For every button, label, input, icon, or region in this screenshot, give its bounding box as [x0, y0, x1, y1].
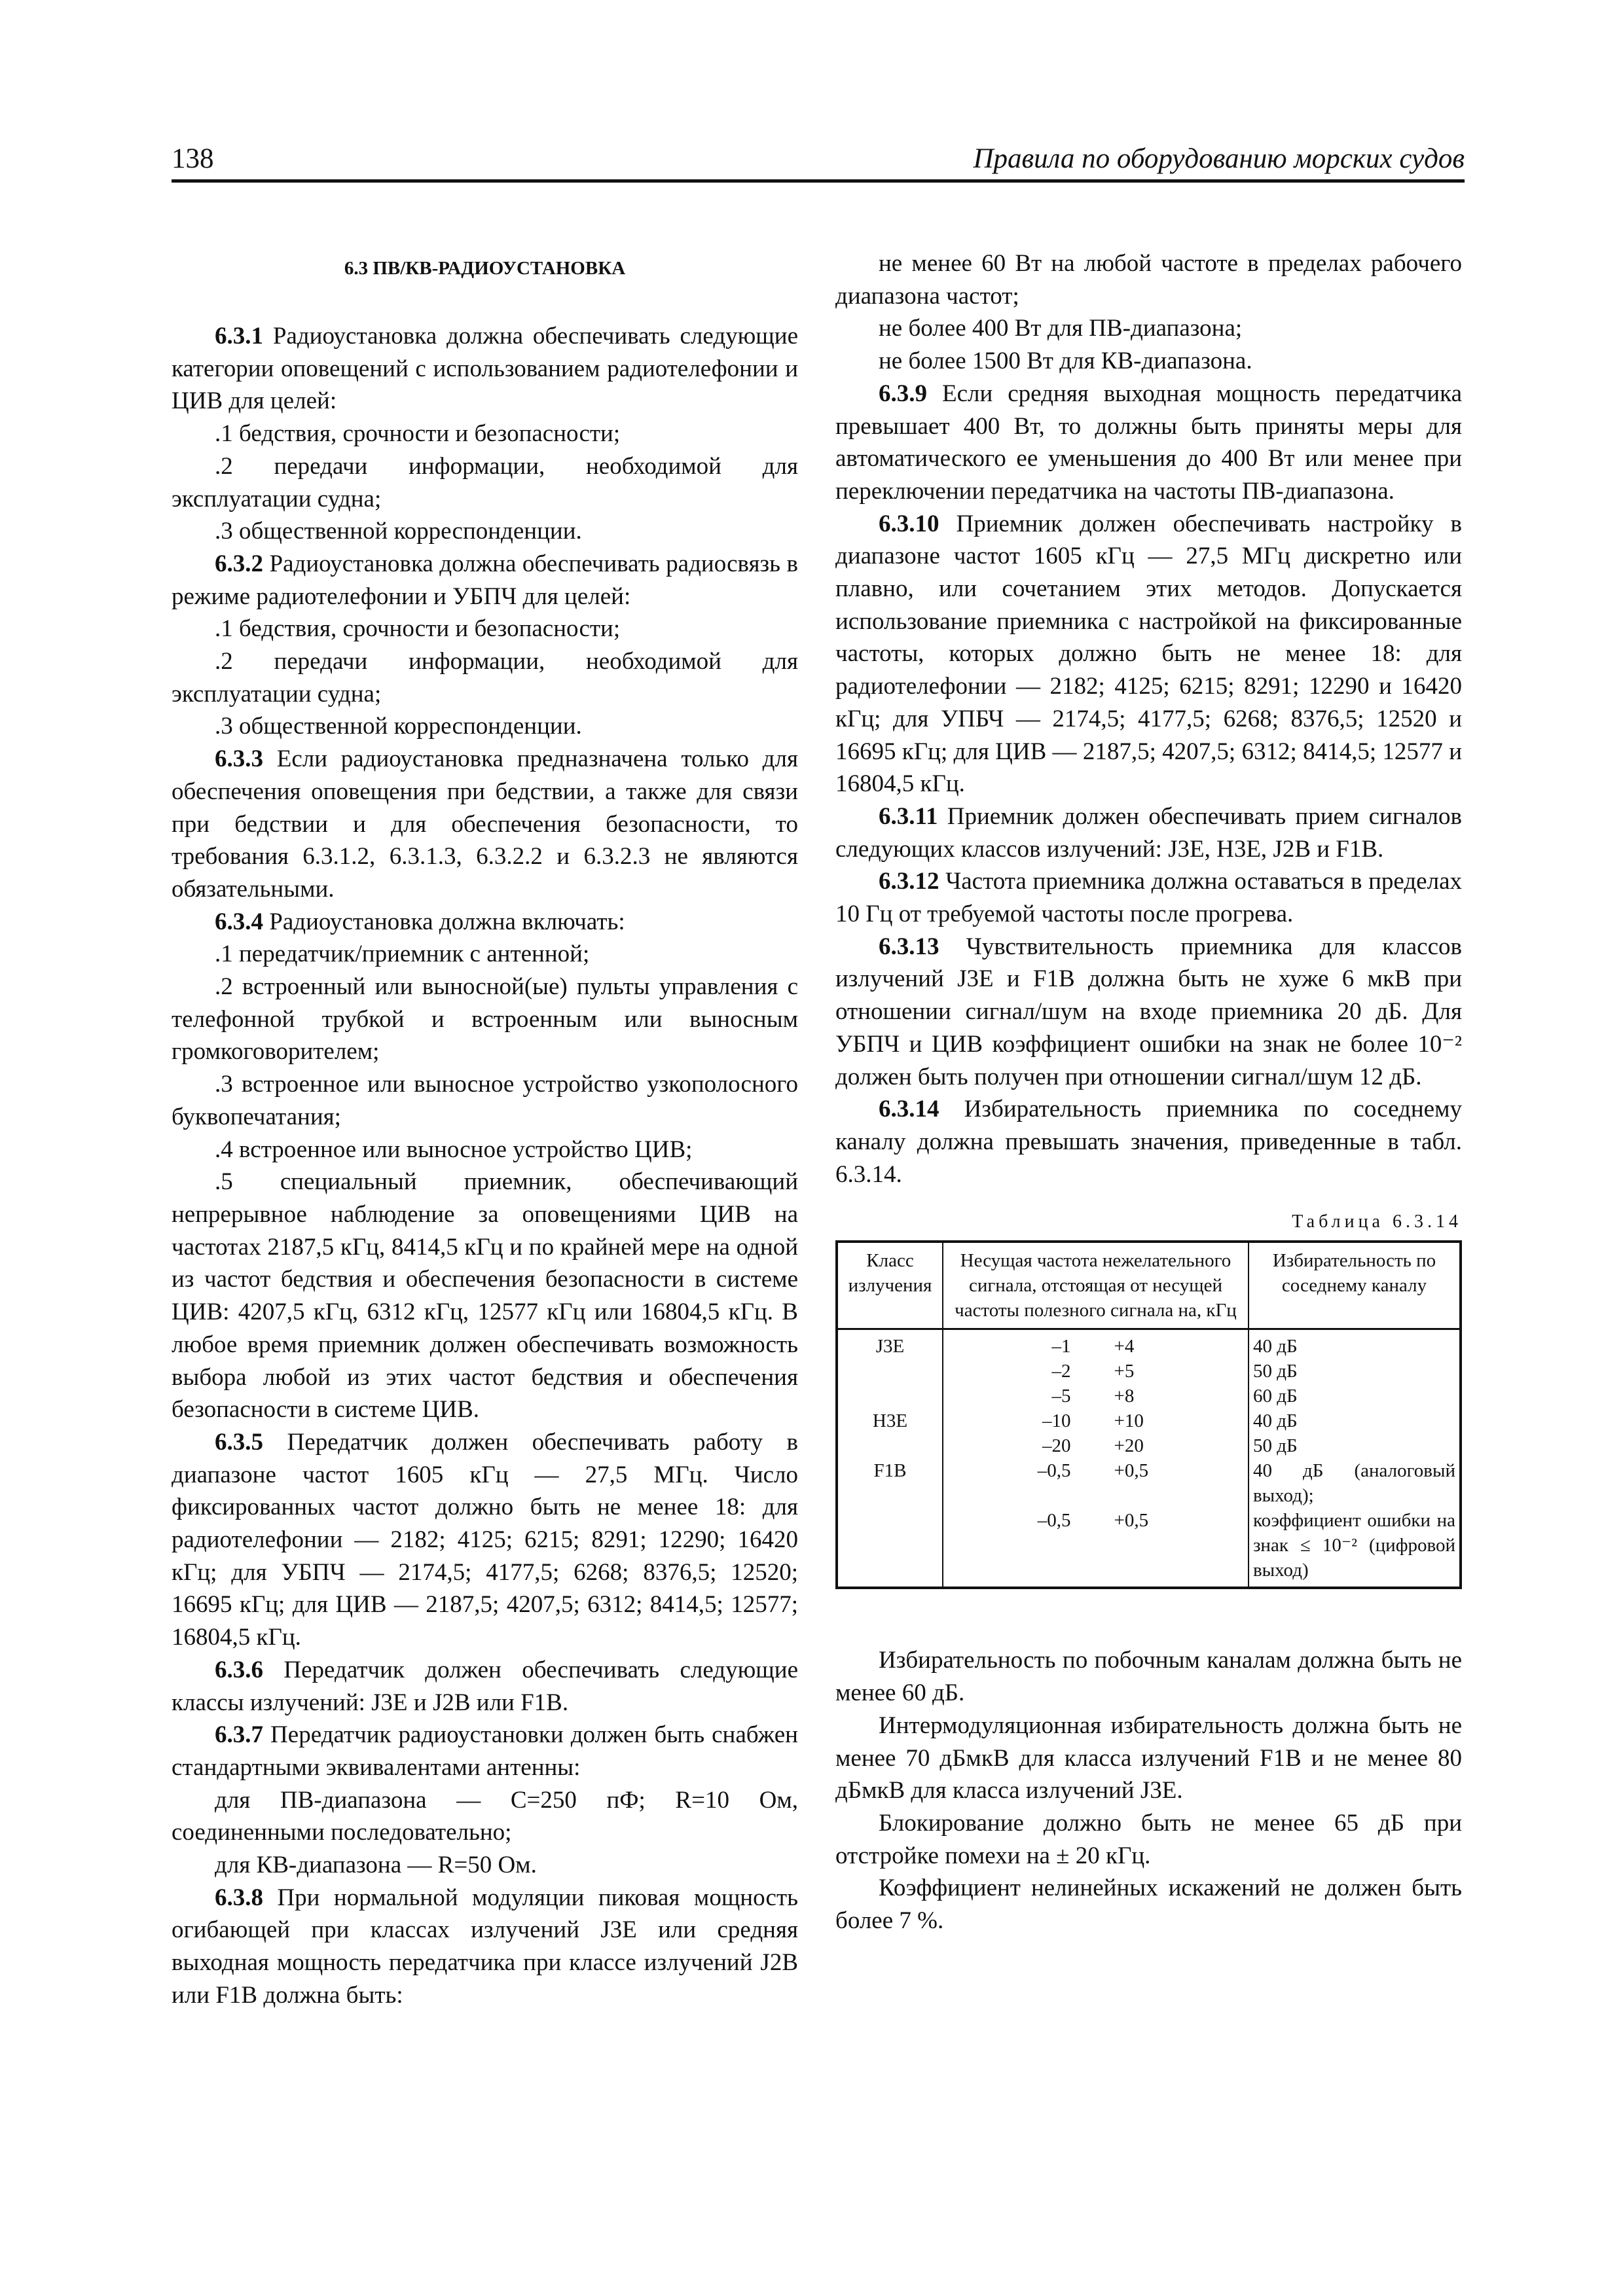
paragraph: .3 встроенное или выносное устройство узкополосного буквопечатания; — [172, 1071, 798, 1130]
left-column — [172, 247, 798, 2012]
paragraph: не более 400 Вт для ПВ-диапазона; — [879, 315, 1243, 342]
paragraph: 6.3.14 Избирательность приемника по соседнему каналу должна превышать значения, приведенные в табл. 6.3.14. — [835, 1096, 1462, 1188]
paragraph: 6.3.3 Если радиоустановка предназначена только для обеспечения оповещения при бедствии, а также для связи при бедствии и для обеспечения безопасности, то требования 6.3.1.2, 6.3.1.3, 6.3.2.2 и 6.3.2.3 не являются обязательными. — [172, 745, 798, 903]
table-caption: Таблица 6.3.14 — [1292, 1211, 1462, 1232]
paragraph: .3 общественной корреспонденции. — [215, 518, 582, 545]
paragraph: 6.3.7 Передатчик радиоустановки должен быть снабжен стандартными эквивалентами антенны: — [172, 1721, 798, 1781]
paragraph: 6.3.4 Радиоустановка должна включать: — [215, 908, 625, 935]
paragraph: 6.3.8 При нормальной модуляции пиковая мощность огибающей при классах излучений J3E или средняя выходная мощность передатчика при классе излучений J2B или F1B должна быть: — [172, 1884, 798, 2009]
paragraph: 6.3.2 Радиоустановка должна обеспечивать радиосвязь в режиме радиотелефонии и УБПЧ для целей: — [172, 550, 798, 610]
table-row — [837, 1329, 1461, 1588]
right-column — [835, 247, 1462, 1937]
paragraph: 6.3.6 Передатчик должен обеспечивать следующие классы излучений: J3E и J2B или F1B. — [172, 1656, 798, 1716]
paragraph: Блокирование должно быть не менее 65 дБ при отстройке помехи на ± 20 кГц. — [835, 1809, 1462, 1869]
paragraph: Коэффициент нелинейных искажений не должен быть более 7 %. — [835, 1874, 1462, 1935]
offset-cell: –1 +4 –2 +5 –5 +8 –10 +10 –20 +20 –0,5 +0,5 –0,5 +0,5 — [943, 1329, 1249, 1588]
paragraph: 6.3.9 Если средняя выходная мощность передатчика превышает 400 Вт, то должны быть приняты меры для автоматического ее уменьшения до 400 Вт или менее при переключении передатчика на частоты ПВ-диапазона. — [835, 380, 1462, 505]
selectivity-table — [835, 1240, 1462, 1589]
column-header: Несущая частота нежелательного сигнала, отстоящая от несущей частоты полезного сигнала на, кГц — [943, 1242, 1249, 1329]
paragraph: не менее 60 Вт на любой частоте в пределах рабочего диапазона частот; — [835, 250, 1462, 310]
paragraph: .1 передатчик/приемник с антенной; — [215, 941, 590, 968]
paragraph: Интермодуляционная избирательность должна быть не менее 70 дБмкВ для класса излучений F1B и не менее 80 дБмкВ для класса излучений J3E. — [835, 1712, 1462, 1804]
paragraph: для КВ-диапазона — R=50 Ом. — [215, 1852, 537, 1879]
paragraph: .2 передачи информации, необходимой для эксплуатации судна; — [172, 452, 798, 512]
paragraph: 6.3.12 Частота приемника должна оставаться в пределах 10 Гц от требуемой частоты после прогрева. — [835, 868, 1462, 928]
paragraph: 6.3.5 Передатчик должен обеспечивать работу в диапазоне частот 1605 кГц — 27,5 МГц. Число фиксированных частот должно быть не менее 18: для радиотелефонии — 2182; 4125; 6215; 8291; 12290; 16420 кГц; для УБПЧ — 2174,5; 4177,5; 6268; 8376,5; 12520; 16695 кГц; для ЦИВ — 2187,5; 4207,5; 6312; 8414,5; 12577; 16804,5 кГц. — [172, 1428, 798, 1651]
paragraph: .1 бедствия, срочности и безопасности; — [215, 615, 621, 643]
paragraph: 6.3.1 Радиоустановка должна обеспечивать следующие категории оповещений с использованием радиотелефонии и ЦИВ для целей: — [172, 323, 798, 415]
paragraph: .4 встроенное или выносное устройство ЦИВ; — [215, 1136, 693, 1163]
paragraph: 6.3.11 Приемник должен обеспечивать прием сигналов следующих классов излучений: J3E, H3E, J2B и F1B. — [835, 802, 1462, 863]
paragraph: для ПВ-диапазона — C=250 пФ; R=10 Ом, соединенными последовательно; — [172, 1786, 798, 1846]
paragraph: 6.3.10 Приемник должен обеспечивать настройку в диапазоне частот 1605 кГц — 27,5 МГц дискретно или плавно, или сочетанием этих методов. Допускается использование приемника с настройкой на фиксированные частоты, которых должно быть не менее 18: для радиотелефонии — 2182; 4125; 6215; 8291; 12290 и 16420 кГц; для УПБЧ — 2174,5; 4177,5; 6268; 8376,5; 12520 и 16695 кГц; для ЦИВ — 2187,5; 4207,5; 6312; 8414,5; 12577 и 16804,5 кГц. — [835, 510, 1462, 798]
paragraph: .3 общественной корреспонденции. — [215, 713, 582, 740]
column-header: Избирательность по соседнему каналу — [1249, 1242, 1461, 1329]
running-title: Правила по оборудованию морских судов — [973, 143, 1465, 174]
paragraph: .2 передачи информации, необходимой для эксплуатации судна; — [172, 648, 798, 708]
section-title: 6.3 ПВ/КВ-РАДИОУСТАНОВКА — [344, 258, 626, 279]
paragraph: .1 бедствия, срочности и безопасности; — [215, 420, 621, 448]
column-header: Класс излучения — [837, 1242, 943, 1329]
paragraph: Избирательность по побочным каналам должна быть не менее 60 дБ. — [835, 1647, 1462, 1707]
after-table-text — [835, 1644, 1462, 1937]
emission-class-cell: J3E H3E F1B — [837, 1329, 943, 1588]
page-number: 138 — [172, 143, 214, 174]
paragraph: .5 специальный приемник, обеспечивающий непрерывное наблюдение за оповещениями ЦИВ на частотах 2187,5 кГц, 8414,5 кГц и по крайней мере на одной из частот бедствия и обеспечения безопасности в системе ЦИВ: 4207,5 кГц, 6312 кГц, 12577 кГц или 16804,5 кГц. В любое время приемник должен обеспечивать возможность выбора любой из этих частот бедствия и обеспечения безопасности в системе ЦИВ. — [172, 1168, 798, 1424]
paragraph: .2 встроенный или выносной(ые) пульты управления с телефонной трубкой и встроенным или выносным громкоговорителем; — [172, 973, 798, 1066]
paragraph: не более 1500 Вт для КВ-диапазона. — [879, 348, 1252, 375]
page-header — [172, 143, 1465, 183]
paragraph: 6.3.13 Чувствительность приемника для классов излучений J3E и F1B должна быть не хуже 6 мкВ при отношении сигнал/шум на входе приемника 20 дБ. Для УБПЧ и ЦИВ коэффициент ошибки на знак не более 10⁻² должен быть получен при отношении сигнал/шум 12 дБ. — [835, 933, 1462, 1090]
attenuation-cell: 40 дБ 50 дБ 60 дБ 40 дБ 50 дБ 40 дБ (аналоговый выход); коэффициент ошибки на знак ≤ 10⁻² (цифровой выход) — [1249, 1329, 1461, 1588]
